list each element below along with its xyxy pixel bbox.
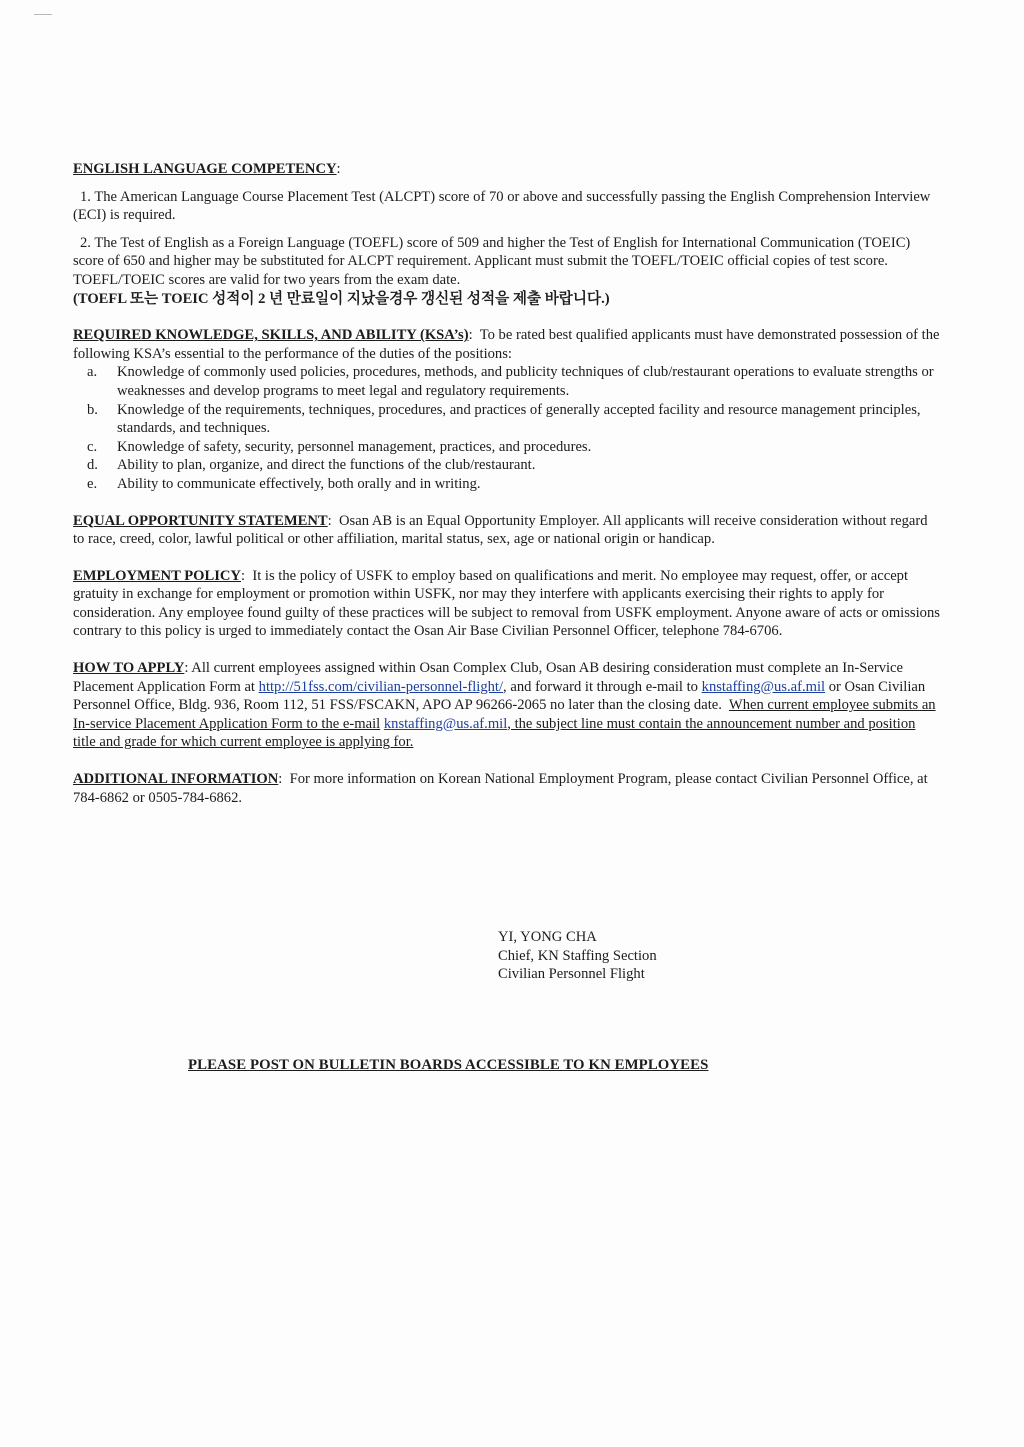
english-korean-note: (TOEFL 또는 TOEIC 성적이 2 년 만료일이 지났을경우 갱신된 성적을 제출 바랍니다.) xyxy=(73,290,610,307)
policy-text: It is the policy of USFK to employ based on qualifications and merit. No employee may request, offer, or accept gratuity in exchange for employment or promotion within USFK, nor may they interfere with applicants exercising their rights to apply for consideration. Any employee found guilty of these practices will be subject to removal from USFK employment. Anyone aware of acts or omissions contrary to this policy is urged to immediately contact the Osan Air Base Civilian Personnel Officer, telephone 784-6706. xyxy=(73,567,940,640)
ksa-text: Knowledge of commonly used policies, procedures, methods, and publicity techniques of club/restaurant operations to evaluate strengths or weaknesses and develop programs to meet legal and regulatory requirements. xyxy=(117,364,934,399)
posting-notice: PLEASE POST ON BULLETIN BOARDS ACCESSIBLE TO KN EMPLOYEES xyxy=(188,1057,709,1073)
ksa-text: Ability to communicate effectively, both orally and in writing. xyxy=(117,475,481,492)
english-heading: ENGLISH LANGUAGE COMPETENCY xyxy=(73,161,337,177)
apply-text-1: All current employees assigned within Osan Complex Club, Osan AB desiring consideration must complete an In-Service Placement Application Form at xyxy=(73,660,904,695)
ksa-list xyxy=(73,363,941,493)
section-equal-opportunity: EQUAL OPPORTUNITY STATEMENT: Osan AB is an Equal Opportunity Employer. All applicants will receive consideration without regard to race, creed, color, lawful political or other affiliation, marital status, sex, age or national origin or handicap. xyxy=(73,512,928,548)
knstaffing-email-link-2[interactable]: knstaffing@us.af.mil xyxy=(383,715,508,732)
ksa-item xyxy=(73,363,941,400)
signatory-title: Chief, KN Staffing Section xyxy=(498,947,657,964)
signature-block xyxy=(498,928,657,984)
section-english-competency: ENGLISH LANGUAGE COMPETENCY: 1. The American Language Course Placement Test (ALCPT) score of 70 or above and successfully passing the English Comprehension Interview (ECI) is required. 2. The Test of English as a Foreign Language (TOEFL) score of 509 and higher the Test of English for International Communication (TOEIC) score of 650 and higher may be substituted for ALCPT requirement. Applicant must submit the TOEFL/TOEIC official copies of test score. TOEFL/TOEIC scores are valid for two years from the exam date. (TOEFL 또는 TOEIC 성적이 2 년 만료일이 지났을경우 갱신된 성적을 제출 바랍니다.) xyxy=(73,160,941,308)
ksa-item xyxy=(73,456,941,475)
apply-text-2: , and forward it through e-mail to xyxy=(503,678,698,695)
knstaffing-email-link[interactable]: knstaffing@us.af.mil xyxy=(701,678,826,695)
signatory-office: Civilian Personnel Flight xyxy=(498,966,645,983)
additional-text: For more information on Korean National Employment Program, please contact Civilian Personnel Office, at 784-6862 or 0505-784-6862. xyxy=(73,771,928,806)
application-form-link[interactable]: http://51fss.com/civilian-personnel-flight/ xyxy=(258,678,504,695)
section-additional-information: ADDITIONAL INFORMATION: For more information on Korean National Employment Program, please contact Civilian Personnel Office, at 784-6862 or 0505-784-6862. xyxy=(73,771,928,806)
section-ksa: REQUIRED KNOWLEDGE, SKILLS, AND ABILITY (KSA’s): To be rated best qualified applicants must have demonstrated possession of the following KSA’s essential to the performance of the duties of the positions: a. Knowledge of commonly used policies, procedures, methods, and publicity techniques of club/restaurant operations to evaluate strengths or weaknesses and develop programs to meet legal and regulatory requirements. b. Knowledge of the requirements, techniques, procedures, and practices of generally accepted facility and resource management principles, standards, and techniques. c. Knowledge of safety, security, personnel management, practices, and procedures. d. Ability to plan, organize, and direct the functions of the club/restaurant. e. Ability to communicate effectively, both orally and in writing. xyxy=(73,327,940,492)
ksa-marker: c. xyxy=(87,438,98,455)
section-how-to-apply: HOW TO APPLY: All current employees assigned within Osan Complex Club, Osan AB desiring consideration must complete an In-Service Placement Application Form at http://51fss.com/civilian-personnel-flight/, and forward it through e-mail to knstaffing@us.af.mil or Osan Civilian Personnel Office, Bldg. 936, Room 112, 51 FSS/FSCAKN, APO AP 96266-2065 no later than the closing date. When current employee submits an In-service Placement Application Form to the e-mail knstaffing@us.af.mil, the subject line must contain the announcement number and position title and grade for which current employee is applying for. xyxy=(73,660,936,751)
apply-text-3: or Osan Civilian Personnel Office, Bldg. 936, Room 112, 51 FSS/FSCAKN, APO AP 96266-2065 no later than the closing date. xyxy=(73,678,926,714)
apply-heading: HOW TO APPLY xyxy=(73,660,185,677)
ksa-marker: e. xyxy=(87,475,98,492)
eeo-heading: EQUAL OPPORTUNITY STATEMENT xyxy=(73,512,328,529)
apply-note-2: , the subject line must contain the announcement number and position title and grade for which current employee is applying for. xyxy=(73,715,916,751)
ksa-item xyxy=(73,475,941,494)
ksa-text: Knowledge of the requirements, techniques, procedures, and practices of generally accepted facility and resource management principles, standards, and techniques. xyxy=(117,401,921,437)
ksa-intro: To be rated best qualified applicants must have demonstrated possession of the following KSA’s essential to the performance of the duties of the positions: xyxy=(73,327,940,362)
eeo-text: Osan AB is an Equal Opportunity Employer. All applicants will receive consideration without regard to race, creed, color, lawful political or other affiliation, marital status, sex, age or national origin or handicap. xyxy=(73,512,928,548)
ksa-heading: REQUIRED KNOWLEDGE, SKILLS, AND ABILITY (KSA’s) xyxy=(73,327,469,344)
ksa-marker: d. xyxy=(87,457,98,474)
ksa-marker: a. xyxy=(87,364,98,381)
ksa-item xyxy=(73,438,941,457)
english-item-2: 2. The Test of English as a Foreign Language (TOEFL) score of 509 and higher the Test of English for International Communication (TOEIC) score of 650 and higher may be substituted for ALCPT requirement. Applicant must submit the TOEFL/TOEIC official copies of test score. TOEFL/TOEIC scores are valid for two years from the exam date. xyxy=(73,234,911,288)
scan-artifact xyxy=(34,14,52,15)
ksa-text: Knowledge of safety, security, personnel management, practices, and procedures. xyxy=(117,438,592,455)
section-employment-policy: EMPLOYMENT POLICY: It is the policy of USFK to employ based on qualifications and merit. No employee may request, offer, or accept gratuity in exchange for employment or promotion within USFK, nor may they interfere with applicants exercising their rights to apply for consideration. Any employee found guilty of these practices will be subject to removal from USFK employment. Anyone aware of acts or omissions contrary to this policy is urged to immediately contact the Osan Air Base Civilian Personnel Officer, telephone 784-6706. xyxy=(73,567,940,640)
additional-heading: ADDITIONAL INFORMATION xyxy=(73,771,279,788)
english-item-1: 1. The American Language Course Placement Test (ALCPT) score of 70 or above and successfully passing the English Comprehension Interview (ECI) is required. xyxy=(73,188,931,224)
signatory-name: YI, YONG CHA xyxy=(498,929,597,945)
ksa-item xyxy=(73,401,941,438)
ksa-marker: b. xyxy=(87,401,98,418)
policy-heading: EMPLOYMENT POLICY xyxy=(73,567,241,584)
document-body xyxy=(73,160,941,807)
ksa-text: Ability to plan, organize, and direct the functions of the club/restaurant. xyxy=(117,457,536,474)
apply-note-1: When current employee submits an In-service Placement Application Form to the e-mail xyxy=(73,697,936,732)
